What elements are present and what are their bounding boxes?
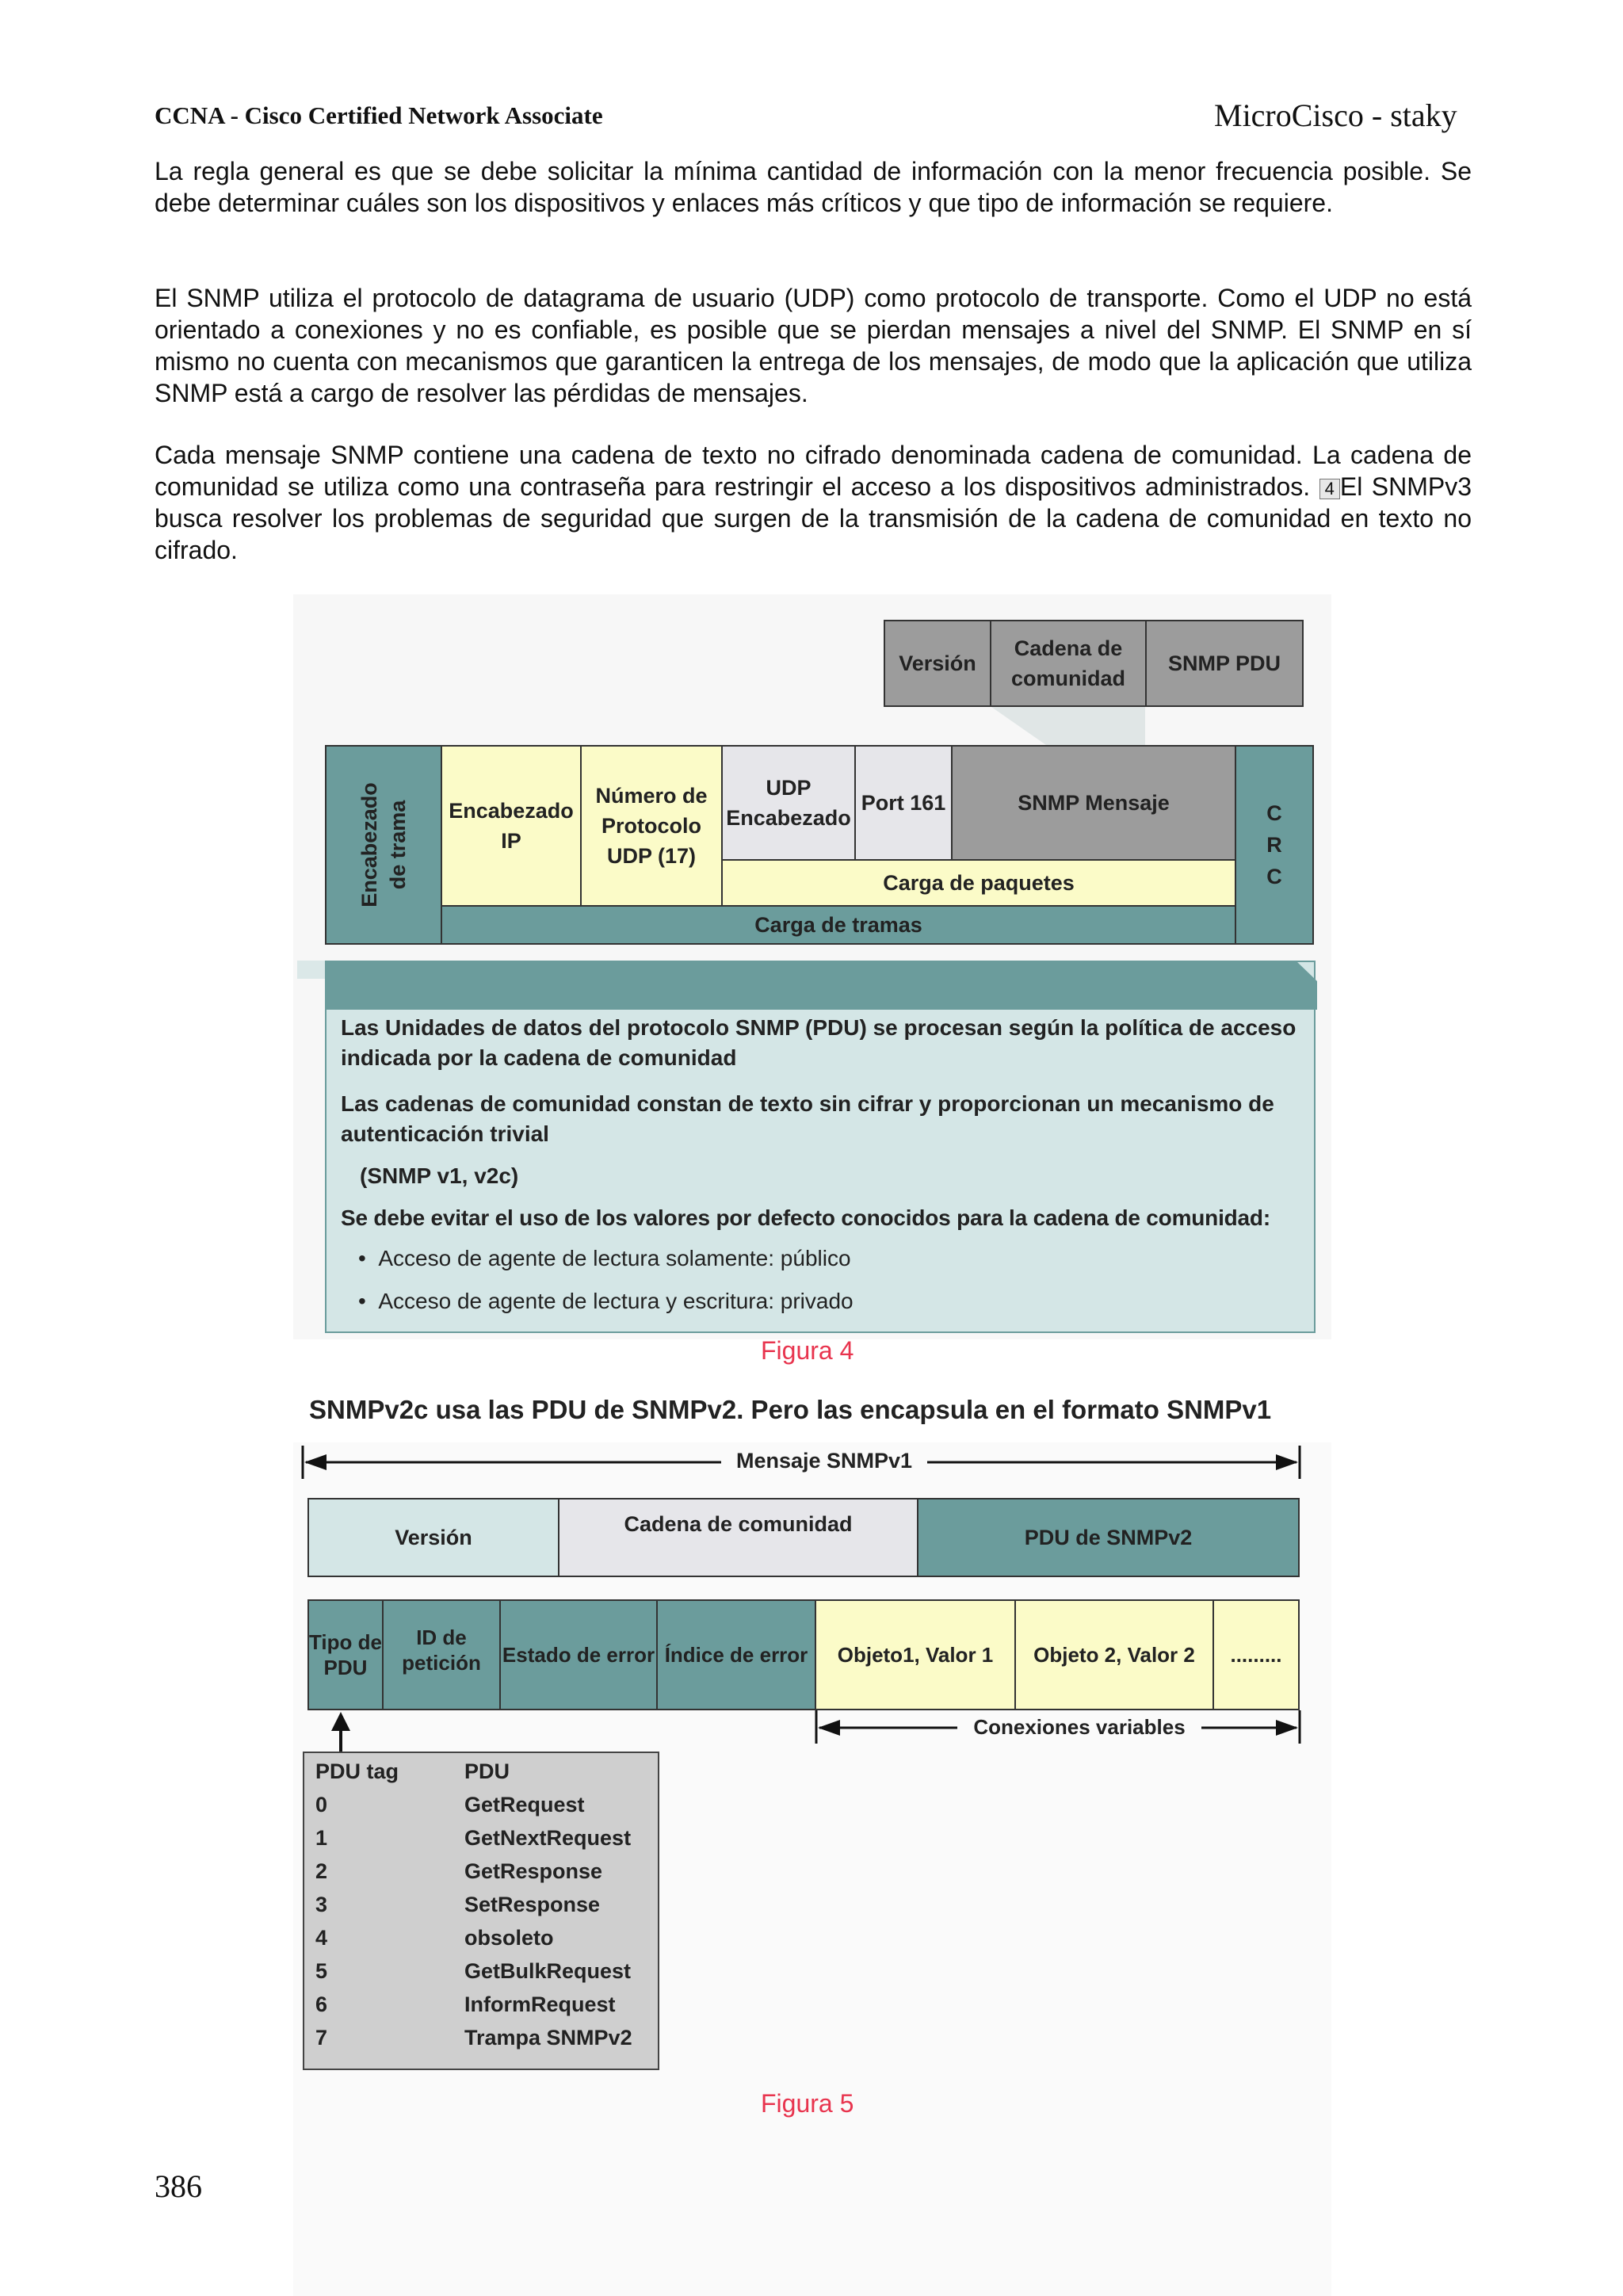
ip-header-cell: Encabezado IP (441, 745, 582, 907)
info-line-2: Las cadenas de comunidad constan de texto sin cifrar y proporcionan un mecanismo de autenticación trivial (341, 1091, 1274, 1146)
info-panel-header (325, 961, 1317, 1010)
info-line-4: Se debe evitar el uso de los valores por defecto conocidos para la cadena de comunidad: (341, 1205, 1270, 1230)
info-bullet-1: • Acceso de agente de lectura solamente: público (358, 1246, 851, 1270)
figure-5-caption: Figura 5 (761, 2089, 854, 2118)
figure-4-caption: Figura 4 (761, 1336, 854, 1365)
pdu-type-cell: Tipo de PDU (307, 1599, 384, 1710)
udp-header-cell: UDP Encabezado (721, 745, 856, 861)
page-number: 386 (155, 2168, 202, 2204)
pdu-tag-value: 4 (315, 1926, 328, 1950)
packet-payload-cell: Carga de paquetes (721, 859, 1236, 907)
paragraph-3-start: Cada mensaje SNMP contiene una cadena de texto no cifrado denominada cadena de comunidad. La cadena de comunidad se utiliza como una contraseña para restringir el acceso a los dispositivos administrados. (155, 441, 1472, 501)
running-header-author: MicroCisco - staky (1214, 97, 1457, 133)
object1-value1-cell: Objeto1, Valor 1 (815, 1599, 1016, 1710)
pdu-name-value: SetResponse (464, 1893, 601, 1916)
pdu-name-value: GetRequest (464, 1793, 585, 1817)
pdu-name-value: GetNextRequest (464, 1826, 632, 1850)
paragraph-3-end: El SNMPv3 busca resolver los problemas de seguridad que surgen de la transmisión de la cadena de comunidad en texto no cifrado. (155, 472, 1472, 564)
pdu-tag-value: 3 (315, 1893, 328, 1916)
figure-4 (293, 594, 1331, 1339)
frame-header-label: Encabezado de trama (357, 782, 411, 907)
pdu-tag-value: 6 (315, 1992, 328, 2016)
info-bullet-1-text: Acceso de agente de lectura solamente: público (378, 1246, 851, 1270)
pdu-name-value: Trampa SNMPv2 (464, 2026, 632, 2050)
figure-5-title: SNMPv2c usa las PDU de SNMPv2. Pero las encapsula en el formato SNMPv1 (309, 1395, 1272, 1424)
error-status-cell: Estado de error (499, 1599, 658, 1710)
frame-payload-cell: Carga de tramas (441, 905, 1236, 945)
snmp-message-cell: SNMP Mensaje (951, 745, 1236, 861)
figure-5 (293, 1442, 1331, 2296)
info-bullet-2-text: Acceso de agente de lectura y escritura: privado (378, 1289, 854, 1313)
port-cell: Port 161 (854, 745, 953, 861)
udp-protocol-number-cell: Número de Protocolo UDP (17) (580, 745, 723, 907)
crc-label: C R C (1266, 801, 1282, 888)
more-varbinds-cell: ......... (1212, 1599, 1300, 1710)
pdu-tag-value: 1 (315, 1826, 328, 1850)
pdu-name-value: InformRequest (464, 1992, 616, 2016)
varbinds-span-label: Conexiones variables (973, 1715, 1186, 1739)
pdu-tag-value: 7 (315, 2026, 328, 2050)
crc-cell (1235, 745, 1314, 945)
figure-reference[interactable]: 4 (1319, 479, 1340, 499)
v1-version-cell: Versión (307, 1498, 559, 1577)
paragraph-3 (155, 439, 1472, 566)
pdu-tag-header: PDU tag (315, 1759, 399, 1783)
pdu-tag-value: 0 (315, 1793, 328, 1817)
snmp-version-cell: Versión (884, 620, 991, 707)
pdu-tag-value: 5 (315, 1959, 328, 1983)
pdu-name-value: GetBulkRequest (464, 1959, 632, 1983)
running-header-title: CCNA - Cisco Certified Network Associate (155, 101, 603, 129)
info-line-3: (SNMP v1, v2c) (360, 1163, 519, 1188)
request-id-cell: ID de petición (382, 1599, 501, 1710)
object2-value2-cell: Objeto 2, Valor 2 (1014, 1599, 1214, 1710)
message-span-label: Mensaje SNMPv1 (735, 1449, 913, 1473)
paragraph-1: La regla general es que se debe solicitar la mínima cantidad de información con la menor frecuencia posible. Se debe determinar cuáles son los dispositivos y enlaces más críticos y que tipo de información se requiere. (155, 157, 1472, 217)
snmp-pdu-cell: SNMP PDU (1145, 620, 1304, 707)
info-bullet-2: • Acceso de agente de lectura y escritura: privado (358, 1289, 854, 1313)
error-index-cell: Índice de error (656, 1599, 816, 1710)
v1-community-cell: Cadena de comunidad (558, 1498, 918, 1577)
frame-header-cell (325, 745, 442, 945)
pdu-name-value: GetResponse (464, 1859, 603, 1883)
pdu-name-value: obsoleto (464, 1926, 554, 1950)
snmp-community-cell: Cadena de comunidad (990, 620, 1147, 707)
v2-pdu-cell: PDU de SNMPv2 (917, 1498, 1300, 1577)
pdu-tag-value: 2 (315, 1859, 328, 1883)
pdu-name-header: PDU (464, 1759, 510, 1783)
paragraph-2: El SNMP utiliza el protocolo de datagrama de usuario (UDP) como protocolo de transporte. Como el UDP no está orientado a conexiones y no es confiable, es posible que se pierdan mensajes a nivel del SNMP. El SNMP en sí mismo no cuenta con mecanismos que garanticen la entrega de los mensajes, de modo que la aplicación que utiliza SNMP está a cargo de resolver las pérdidas de mensajes. (155, 284, 1472, 407)
info-line-1: Las Unidades de datos del protocolo SNMP (PDU) se procesan según la política de acceso indicada por la cadena de comunidad (341, 1015, 1296, 1070)
